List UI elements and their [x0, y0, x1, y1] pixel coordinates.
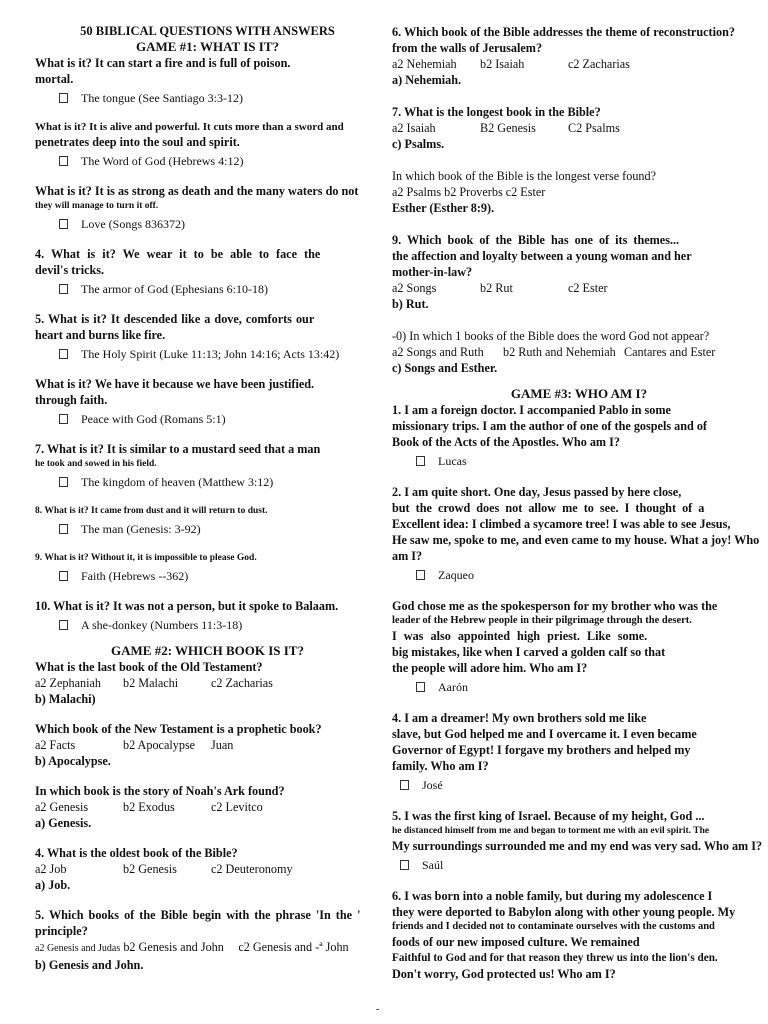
answer-text: Peace with God (Romans 5:1) [81, 412, 226, 426]
game2-item-2 [35, 721, 380, 769]
question-line: God chose me as the spokesperson for my brother who was the [392, 599, 718, 613]
question-text: 9. Which book of the Bible has one of its themes... [392, 233, 680, 247]
answer-bullet [392, 679, 766, 695]
answer-text: The armor of God (Ephesians 6:10-18) [81, 282, 268, 296]
answer-text: Zaqueo [438, 568, 474, 582]
checkbox-icon [400, 780, 409, 790]
question-text: 4. What is it? We wear it to be able to face the [35, 247, 321, 261]
question-line: they were deported to Babylon along with other young people. My [392, 905, 736, 919]
option-a: a2 Isaiah [392, 121, 436, 135]
question-line: he distanced himself from me and began to torment me with an evil spirit. The [392, 826, 710, 836]
checkbox-icon [59, 571, 68, 581]
game2-item-5 [35, 907, 380, 973]
answer-text: b) Rut. [392, 297, 429, 311]
question-text: What is it? It is alive and powerful. It cuts more than a sword and [35, 121, 344, 133]
question-text-cont: principle? [35, 924, 88, 938]
answer-text: José [422, 778, 443, 792]
game2-item-8 [392, 168, 766, 216]
game1-item-7 [35, 441, 380, 490]
question-text: In which book of the Bible is the longest verse found? [392, 169, 657, 183]
game1-item-10 [35, 598, 380, 633]
option-b: b2 Rut [480, 281, 513, 295]
answer-bullet [35, 90, 380, 106]
checkbox-icon [59, 620, 68, 630]
option-c: Cantares and Ester [624, 345, 716, 359]
answer-bullet [392, 453, 766, 469]
game1-title: GAME #1: WHAT IS IT? [135, 39, 280, 54]
options-row [392, 344, 766, 360]
answer-bullet [35, 411, 380, 427]
question-text: 5. Which books of the Bible begin with the phrase 'In the ' [35, 908, 361, 922]
checkbox-icon [59, 156, 68, 166]
question-line: 6. I was born into a noble family, but during my adolescence I [392, 889, 713, 903]
question-line: 4. I am a dreamer! My own brothers sold me like [392, 711, 647, 725]
game3-item-5 [392, 808, 766, 873]
answer-text: Aarón [438, 680, 468, 694]
question-text: What is it? We have it because we have been justified. [35, 377, 315, 391]
question-line: foods of our new imposed culture. We remained [392, 935, 640, 949]
answer-text: The tongue (See Santiago 3:3-12) [81, 91, 243, 105]
options-row [35, 737, 380, 753]
answer-text: The Holy Spirit (Luke 11:13; John 14:16; Acts 13:42) [81, 347, 340, 361]
answer-text: a) Genesis. [35, 816, 92, 830]
question-line: Book of the Acts of the Apostles. Who am I? [392, 435, 620, 449]
answer-text: Lucas [438, 454, 467, 468]
answer-text: A she-donkey (Numbers 11:3-18) [81, 618, 243, 632]
answer-bullet [35, 617, 380, 633]
question-text: 6. Which book of the Bible addresses the theme of reconstruction? [392, 25, 735, 39]
checkbox-icon [59, 477, 68, 487]
option-a: a2 Genesis and Judas [35, 943, 121, 954]
option-a: a2 Nehemiah [392, 57, 457, 71]
answer-text: b) Genesis and John. [35, 958, 144, 972]
option-b: B2 Genesis [480, 121, 536, 135]
game3-item-6 [392, 888, 766, 982]
option-a: a2 Songs [392, 281, 437, 295]
question-line: He saw me, spoke to me, and even came to my house. What a joy! Who [392, 533, 760, 547]
question-line: slave, but God helped me and I overcame it. I even became [392, 727, 697, 741]
option-c: c2 Deuteronomy [211, 862, 293, 876]
option-a: a2 Genesis [35, 800, 89, 814]
checkbox-icon [59, 524, 68, 534]
game1-item-3 [35, 183, 380, 232]
question-line: Excellent idea: I climbed a sycamore tree! I was able to see Jesus, [392, 517, 731, 531]
answer-text: c) Songs and Esther. [392, 361, 498, 375]
answer-bullet [35, 568, 380, 584]
checkbox-icon [59, 219, 68, 229]
answer-text: Esther (Esther 8:9). [392, 201, 495, 215]
question-text-cont: he took and sowed in his field. [35, 459, 157, 469]
option-c: c2 Levitco [211, 800, 263, 814]
question-text: In which book is the story of Noah's Ark found? [35, 784, 285, 798]
question-line: Faithful to God and for that reason they threw us into the lion's den. [392, 952, 718, 964]
answer-text: a) Nehemiah. [392, 73, 462, 87]
options-row [392, 184, 766, 200]
answer-text: The man (Genesis: 3-92) [81, 522, 201, 536]
answer-text: b) Apocalypse. [35, 754, 111, 768]
question-line: family. Who am I? [392, 759, 489, 773]
answer-bullet [35, 346, 380, 362]
answer-text: c) Psalms. [392, 137, 445, 151]
question-text-cont: the affection and loyalty between a young woman and her [392, 249, 692, 263]
question-text: Which book of the New Testament is a prophetic book? [35, 722, 322, 736]
answer-text: The kingdom of heaven (Matthew 3:12) [81, 475, 274, 489]
answer-bullet [35, 521, 380, 537]
option-c: c2 Zacharias [211, 676, 273, 690]
options-row [35, 861, 380, 877]
question-text: 4. What is the oldest book of the Bible? [35, 846, 238, 860]
game1-item-5 [35, 311, 380, 362]
options-row [392, 120, 766, 136]
answer-text: Love (Songs 836372) [81, 217, 185, 231]
question-text-cont: devil's tricks. [35, 263, 105, 277]
option-a: a2 Job [35, 862, 67, 876]
option-c: c2 Zacharias [568, 57, 630, 71]
question-line: but the crowd does not allow me to see. I thought of a [392, 501, 705, 515]
question-text: 5. What is it? It descended like a dove, comforts our [35, 312, 315, 326]
game1-item-8 [35, 504, 380, 537]
question-line: I was also appointed high priest. Like some. [392, 629, 648, 643]
question-text-cont: they will manage to turn it off. [35, 201, 159, 211]
page-footer-mark: - [376, 1004, 380, 1015]
option-c: Juan [211, 738, 234, 752]
game1-item-2 [35, 120, 380, 169]
checkbox-icon [59, 349, 68, 359]
question-line: big mistakes, like when I carved a golden calf so that [392, 645, 666, 659]
answer-bullet [35, 216, 380, 232]
option-c: c2 Genesis and -ª John [238, 940, 349, 954]
option-b: b2 Ruth and Nehemiah [503, 345, 616, 359]
answer-bullet [35, 153, 380, 169]
game1-item-4 [35, 246, 380, 297]
question-text: 7. What is the longest book in the Bible? [392, 105, 601, 119]
options-row [35, 799, 380, 815]
answer-bullet [35, 474, 380, 490]
game3-item-1 [392, 402, 766, 469]
question-text-cont: heart and burns like fire. [35, 328, 166, 342]
options-row [35, 675, 380, 691]
question-line: leader of the Hebrew people in their pilgrimage through the desert. [392, 615, 692, 626]
question-line: 1. I am a foreign doctor. I accompanied Pablo in some [392, 403, 671, 417]
option-b: b2 Exodus [123, 800, 175, 814]
option-c: C2 Psalms [568, 121, 620, 135]
options-row [392, 56, 766, 72]
question-text: 7. What is it? It is similar to a mustard seed that a man [35, 442, 321, 456]
question-line: Governor of Egypt! I forgave my brothers and helped my [392, 743, 691, 757]
question-text-cont: from the walls of Jerusalem? [392, 41, 543, 55]
checkbox-icon [59, 93, 68, 103]
game3-item-3 [392, 598, 766, 695]
answer-text: Faith (Hebrews --362) [81, 569, 189, 583]
answer-text: Saúl [422, 858, 444, 872]
game2-item-9 [392, 232, 766, 312]
game2-item-10 [392, 328, 766, 376]
game2-item-6 [392, 24, 766, 88]
question-text: -0) In which 1 books of the Bible does the word God not appear? [392, 329, 710, 343]
question-text: 10. What is it? It was not a person, but it spoke to Balaam. [35, 599, 339, 613]
answer-bullet [392, 777, 766, 793]
answer-text: The Word of God (Hebrews 4:12) [81, 154, 244, 168]
question-text: 8. What is it? It came from dust and it will return to dust. [35, 506, 268, 516]
option-b: b2 Isaiah [480, 57, 525, 71]
option-a: a2 Zephaniah [35, 676, 101, 690]
question-text: What is it? It is as strong as death and the many waters do not [35, 184, 359, 198]
game2-title: GAME #2: WHICH BOOK IS IT? [111, 643, 304, 658]
option-b: b2 Apocalypse [123, 738, 196, 752]
question-line: friends and I decided not to contaminate ourselves with the customs and [392, 921, 715, 932]
checkbox-icon [416, 456, 425, 466]
answer-text: a) Job. [35, 878, 71, 892]
document-title: 50 BIBLICAL QUESTIONS WITH ANSWERS [80, 24, 335, 38]
checkbox-icon [416, 570, 425, 580]
question-text: 9. What is it? Without it, it is impossible to please God. [35, 553, 257, 563]
question-text-cont2: mother-in-law? [392, 265, 473, 279]
answer-bullet [35, 281, 380, 297]
question-line: am I? [392, 549, 423, 563]
question-text-cont: penetrates deep into the soul and spirit. [35, 135, 240, 149]
game2-item-4 [35, 845, 380, 893]
game3-item-2 [392, 484, 766, 583]
game1-item-9 [35, 551, 380, 584]
game1-item-6 [35, 376, 380, 427]
question-text-cont: mortal. [35, 72, 74, 86]
game3-title: GAME #3: WHO AM I? [510, 386, 648, 401]
question-text: What is the last book of the Old Testament? [35, 660, 263, 674]
question-line: the people will adore him. Who am I? [392, 661, 588, 675]
option-b: b2 Genesis [123, 862, 177, 876]
option-c: c2 Ester [568, 281, 608, 295]
options-row [392, 280, 766, 296]
options-row [35, 939, 380, 957]
option-a: a2 Facts [35, 738, 76, 752]
answer-text: b) Malachi) [35, 692, 96, 706]
game2-item-3 [35, 783, 380, 831]
left-column [35, 24, 380, 973]
question-line: missionary trips. I am the author of one of the gospels and of [392, 419, 707, 433]
question-line: My surroundings surrounded me and my end was very sad. Who am I? [392, 839, 763, 853]
game3-item-4 [392, 710, 766, 793]
option-line: a2 Psalms b2 Proverbs c2 Ester [392, 185, 546, 199]
question-line: 2. I am quite short. One day, Jesus passed by here close, [392, 485, 682, 499]
checkbox-icon [59, 284, 68, 294]
question-text: What is it? It can start a fire and is full of poison. [35, 56, 291, 70]
answer-bullet [392, 567, 766, 583]
right-column [392, 24, 766, 982]
checkbox-icon [59, 414, 68, 424]
game2-item-7 [392, 104, 766, 152]
option-b: b2 Malachi [123, 676, 179, 690]
game2-item-1 [35, 659, 380, 707]
option-a: a2 Songs and Ruth [392, 345, 484, 359]
checkbox-icon [400, 860, 409, 870]
question-line: 5. I was the first king of Israel. Because of my height, God ... [392, 809, 705, 823]
option-b: b2 Genesis and John [123, 940, 224, 954]
game1-item-1 [35, 55, 380, 106]
question-text-cont: through faith. [35, 393, 108, 407]
checkbox-icon [416, 682, 425, 692]
answer-bullet [392, 857, 766, 873]
question-line: Don't worry, God protected us! Who am I? [392, 967, 616, 981]
